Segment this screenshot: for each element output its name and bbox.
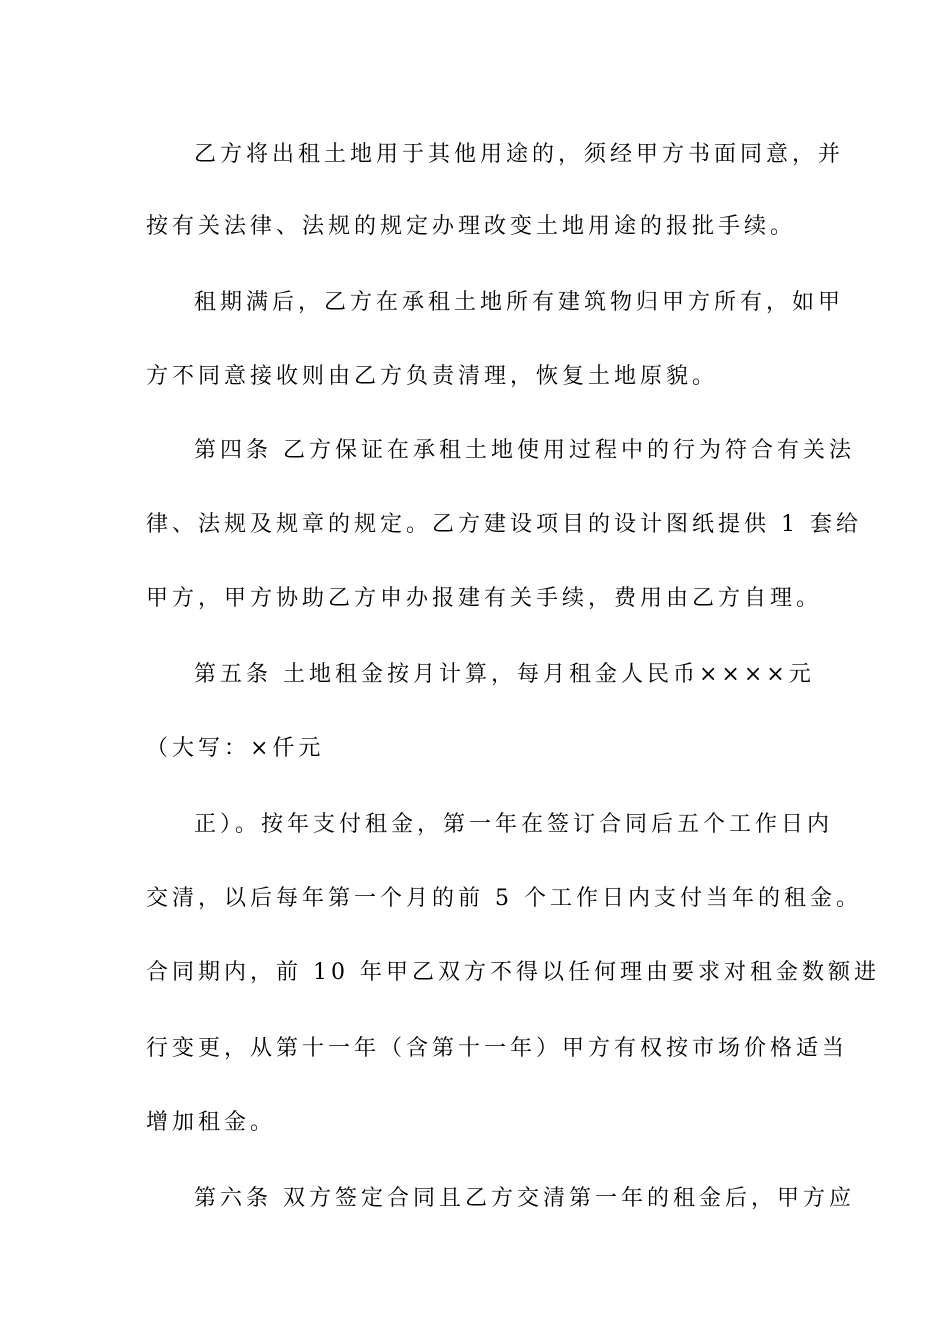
text-line: 按有关法律、法规的规定办理改变土地用途的报批手续。 [146,214,797,239]
text-line: 第四条 乙方保证在承租土地使用过程中的行为符合有关法 [194,438,855,463]
text-line: 正）。按年支付租金，第一年在签订合同后五个工作日内 [194,812,834,837]
text-line: 交清，以后每年第一个月的前 5 个工作日内支付当年的租金。 [146,886,862,911]
text-line: 第五条 土地租金按月计算，每月租金人民币××××元 [194,662,815,687]
text-line: 行变更，从第十一年（含第十一年）甲方有权按市场价格适当 [146,1036,849,1061]
text-line: 方不同意接收则由乙方负责清理，恢复土地原貌。 [146,364,719,389]
text-line: 租期满后，乙方在承租土地所有建筑物归甲方所有，如甲 [194,290,845,315]
text-line: 增加租金。 [146,1110,277,1135]
text-line: （大写：×仟元 [146,736,325,761]
text-line: 甲方，甲方协助乙方申办报建有关手续，费用由乙方自理。 [146,586,823,611]
text-line: 合同期内，前 10 年甲乙双方不得以任何理由要求对租金数额进 [146,960,880,985]
text-line: 律、法规及规章的规定。乙方建设项目的设计图纸提供 1 套给 [146,512,862,537]
text-line: 乙方将出租土地用于其他用途的，须经甲方书面同意，并 [194,142,845,167]
text-line: 第六条 双方签定合同且乙方交清第一年的租金后，甲方应 [194,1186,855,1211]
